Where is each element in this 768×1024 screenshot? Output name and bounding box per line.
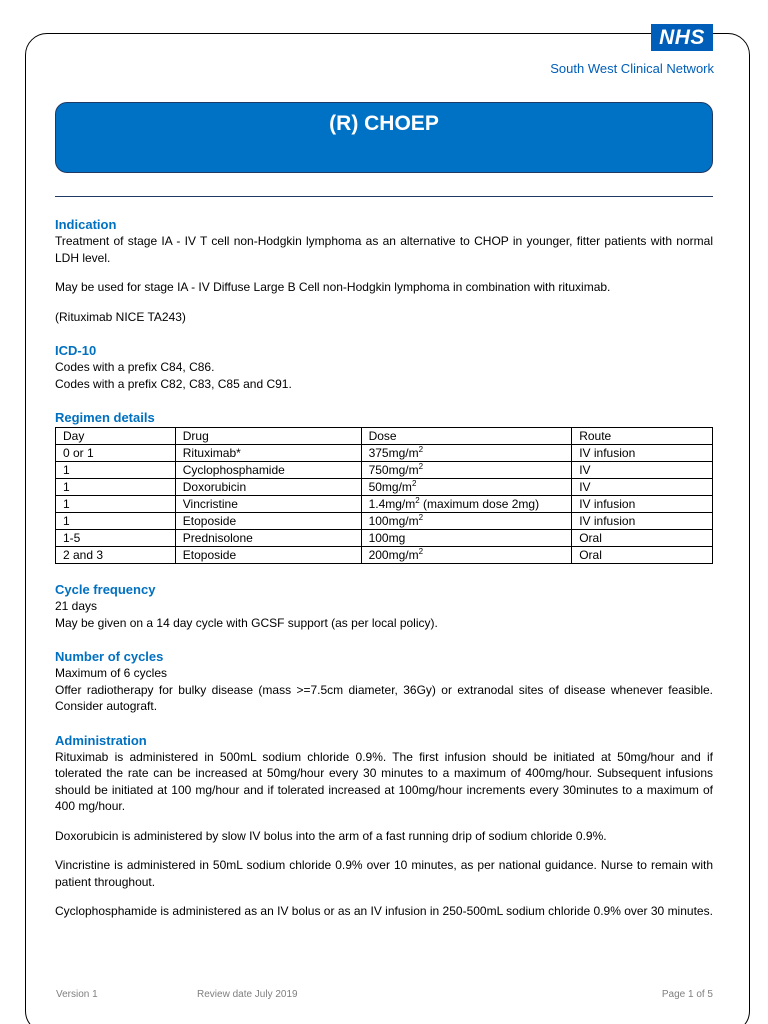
footer-version: Version 1 bbox=[56, 989, 98, 1000]
cell-dose bbox=[361, 479, 572, 496]
nhs-logo: NHS bbox=[651, 24, 713, 51]
dose-value: 750mg/m bbox=[368, 462, 419, 477]
cell-dose bbox=[361, 462, 572, 479]
indication-text-2: May be used for stage IA - IV Diffuse Large B Cell non-Hodgkin lymphoma in combination with rituximab. bbox=[55, 280, 611, 294]
icd-line-1: Codes with a prefix C84, C86. bbox=[55, 360, 215, 374]
indication-text-3: (Rituximab NICE TA243) bbox=[55, 309, 186, 324]
number-of-cycles-line-2: Offer radiotherapy for bulky disease (mass >=7.5cm diameter, 36Gy) or extranodal sites of disease whenever feasible. Consider autograft. bbox=[55, 682, 713, 713]
administration-text-2: Doxorubicin is administered by slow IV bolus into the arm of a fast running drip of sodium chloride 0.9%. bbox=[55, 828, 607, 843]
dose-exponent: 2 bbox=[418, 461, 424, 471]
cell-dose bbox=[361, 530, 572, 547]
administration-heading: Administration bbox=[55, 732, 147, 748]
cell-route: IV bbox=[572, 479, 713, 496]
dose-value: 1.4mg/m bbox=[368, 496, 416, 511]
table-row bbox=[56, 547, 713, 564]
cell-drug: Cyclophosphamide bbox=[175, 462, 361, 479]
cell-day: 1 bbox=[56, 479, 176, 496]
dose-exponent: 2 bbox=[415, 495, 420, 505]
cycle-frequency-heading: Cycle frequency bbox=[55, 582, 156, 597]
column-header-route: Route bbox=[572, 428, 713, 445]
cell-dose bbox=[361, 513, 572, 530]
dose-value: 100mg/m bbox=[368, 513, 419, 528]
administration-text-4: Cyclophosphamide is administered as an IV bolus or as an IV infusion in 250-500mL sodium chloride 0.9% over 30 minutes. bbox=[55, 904, 713, 918]
footer-page-number: Page 1 of 5 bbox=[661, 989, 713, 1000]
cell-dose bbox=[361, 496, 572, 513]
column-header-day: Day bbox=[56, 428, 176, 445]
table-row bbox=[56, 496, 713, 513]
dose-value: 50mg/m bbox=[368, 479, 412, 494]
indication-heading: Indication bbox=[55, 217, 117, 232]
icd-heading: ICD-10 bbox=[55, 343, 97, 358]
cell-route: IV infusion bbox=[572, 496, 713, 513]
cell-route: IV bbox=[572, 462, 713, 479]
cell-route: Oral bbox=[572, 547, 713, 564]
footer-review-date: Review date July 2019 bbox=[197, 989, 298, 1000]
regimen-table bbox=[55, 427, 713, 564]
cell-drug: Etoposide bbox=[175, 513, 361, 530]
column-header-drug: Drug bbox=[175, 428, 361, 445]
dose-note: (maximum dose 2mg) bbox=[419, 496, 540, 511]
dose-exponent: 2 bbox=[418, 444, 424, 454]
table-row bbox=[56, 462, 713, 479]
cell-drug: Etoposide bbox=[175, 547, 361, 564]
cell-day: 1 bbox=[56, 462, 176, 479]
table-header-row bbox=[56, 428, 713, 445]
cell-drug: Prednisolone bbox=[175, 530, 361, 547]
cycle-frequency-line-2: May be given on a 14 day cycle with GCSF support (as per local policy). bbox=[55, 615, 438, 630]
icd-line-2: Codes with a prefix C82, C83, C85 and C91. bbox=[55, 376, 292, 391]
cell-route: IV infusion bbox=[572, 445, 713, 462]
administration-text-1: Rituximab is administered in 500mL sodium chloride 0.9%. The first infusion should be initiated at 50mg/hour and if tolerated the rate can be increased at 50mg/hour every 30 minutes to a maximum of 400mg/hour. Subsequent infusions should be initiated at 100 mg/hour and if tolerated increased at 100mg/hour increments every 30minutes to a maximum of 400 mg/hour. bbox=[55, 749, 713, 813]
administration-text-3: Vincristine is administered in 50mL sodium chloride 0.9% over 10 minutes, as per national guidance. Nurse to remain with patient throughout. bbox=[55, 858, 713, 889]
table-row bbox=[56, 479, 713, 496]
cell-dose bbox=[361, 445, 572, 462]
cell-day: 2 and 3 bbox=[56, 547, 176, 564]
table-row bbox=[56, 445, 713, 462]
number-of-cycles-line-1: Maximum of 6 cycles bbox=[55, 666, 168, 680]
cell-route: IV infusion bbox=[572, 513, 713, 530]
cell-route: Oral bbox=[572, 530, 713, 547]
dose-value: 200mg/m bbox=[368, 547, 419, 562]
dose-value: 375mg/m bbox=[368, 445, 419, 460]
cell-day: 0 or 1 bbox=[56, 445, 176, 462]
cell-day: 1 bbox=[56, 513, 176, 530]
cell-drug: Rituximab* bbox=[175, 445, 361, 462]
table-row bbox=[56, 530, 713, 547]
cell-drug: Vincristine bbox=[175, 496, 361, 513]
cell-drug: Doxorubicin bbox=[175, 479, 361, 496]
dose-exponent: 2 bbox=[411, 478, 417, 488]
number-of-cycles-heading: Number of cycles bbox=[55, 649, 164, 664]
regimen-heading: Regimen details bbox=[55, 410, 155, 425]
dose-exponent: 2 bbox=[418, 546, 424, 556]
cell-day: 1 bbox=[56, 496, 176, 513]
column-header-dose: Dose bbox=[361, 428, 572, 445]
cell-dose bbox=[361, 547, 572, 564]
cycle-frequency-line-1: 21 days bbox=[55, 599, 98, 613]
indication-text-1: Treatment of stage IA - IV T cell non-Hodgkin lymphoma as an alternative to CHOP in younger, fitter patients with normal LDH level. bbox=[55, 234, 713, 265]
title-divider bbox=[55, 196, 713, 197]
network-name: South West Clinical Network bbox=[550, 61, 714, 76]
dose-value: 100mg bbox=[368, 530, 406, 545]
document-body bbox=[55, 216, 713, 920]
dose-exponent: 2 bbox=[418, 512, 424, 522]
table-row bbox=[56, 513, 713, 530]
page-title: (R) CHOEP bbox=[329, 112, 439, 135]
cell-day: 1-5 bbox=[56, 530, 176, 547]
